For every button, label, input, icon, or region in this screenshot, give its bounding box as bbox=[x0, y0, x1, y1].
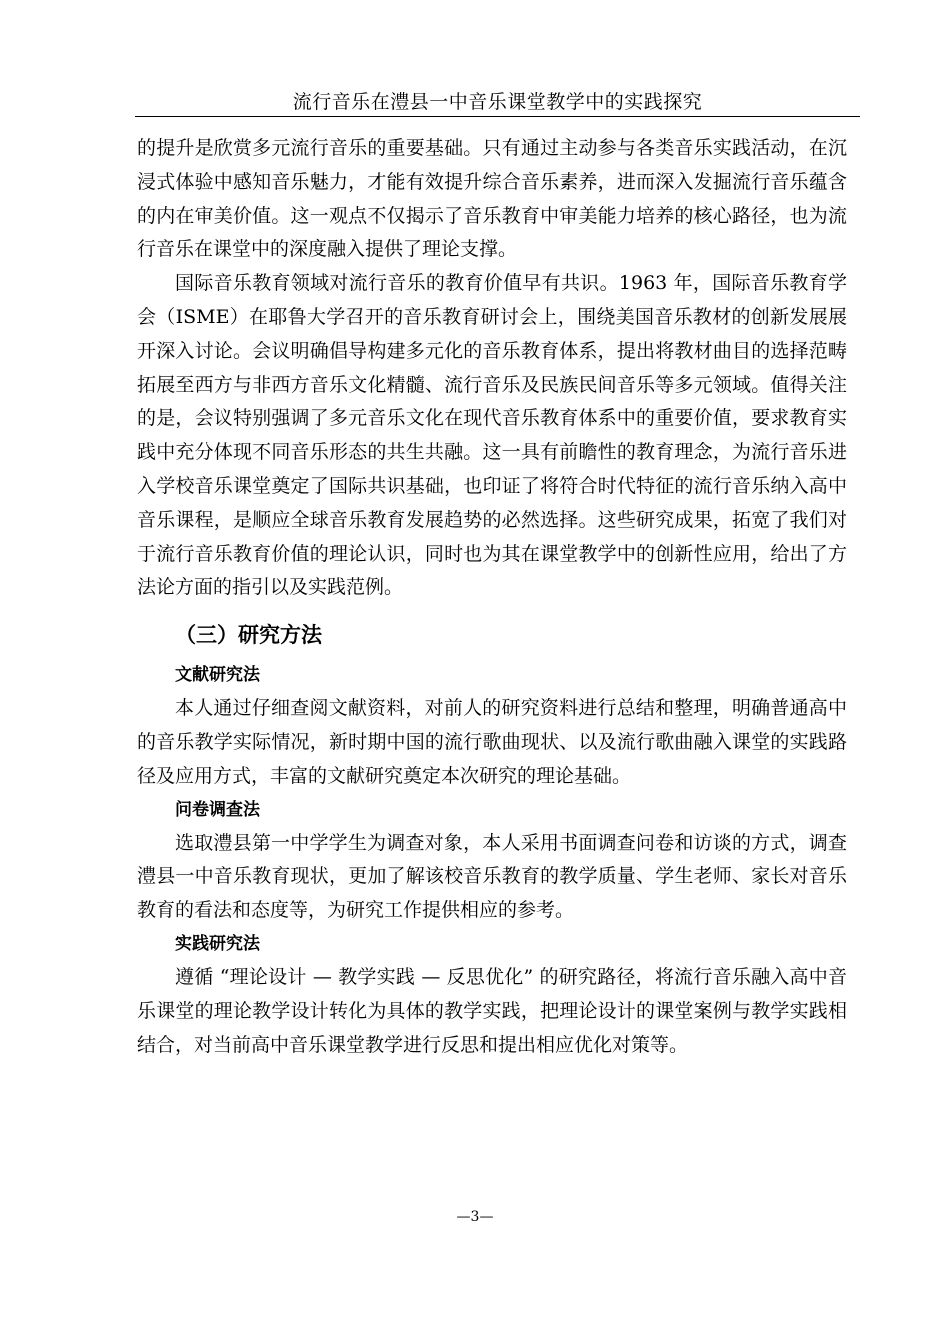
running-header: 流行音乐在澧县一中音乐课堂教学中的实践探究 bbox=[292, 91, 703, 113]
method-text-practice: 遵循 “理论设计 — 教学实践 — 反思优化” 的研究路径，将流行音乐融入高中音乐课堂的理论教学设计转化为具体的教学实践，把理论设计的课堂案例与教学实践相结合，对当前高中音乐课堂教学进行反思和提出相应优化对策等。 bbox=[137, 965, 847, 1056]
method-text-survey: 选取澧县第一中学学生为调查对象，本人采用书面调查问卷和访谈的方式，调查澧县一中音乐教育现状，更加了解该校音乐教育的教学质量、学生老师、家长对音乐教育的看法和态度等，为研究工作提供相应的参考。 bbox=[137, 831, 847, 922]
method-heading-survey: 问卷调查法 bbox=[175, 799, 260, 820]
body-paragraph-2: 国际音乐教育领域对流行音乐的教育价值早有共识。1963 年，国际音乐教育学会（ISME）在耶鲁大学召开的音乐教育研讨会上，围绕美国音乐教材的创新发展展开深入讨论。会议明确倡导构建多元化的音乐教育体系，提出将教材曲目的选择范畴拓展至西方与非西方音乐文化精髓、流行音乐及民族民间音乐等多元领域。值得关注的是，会议特别强调了多元音乐文化在现代音乐教育体系中的重要价值，要求教育实践中充分体现不同音乐形态的共生共融。这一具有前瞻性的教育理念，为流行音乐进入学校音乐课堂奠定了国际共识基础，也印证了将符合时代特征的流行音乐纳入高中音乐课程，是顺应全球音乐教育发展趋势的必然选择。这些研究成果，拓宽了我们对于流行音乐教育价值的理论认识，同时也为其在课堂教学中的创新性应用，给出了方法论方面的指引以及实践范例。 bbox=[137, 272, 847, 599]
method-heading-practice: 实践研究法 bbox=[175, 933, 260, 954]
page-body bbox=[137, 132, 847, 1062]
method-text-literature: 本人通过仔细查阅文献资料，对前人的研究资料进行总结和整理，明确普通高中的音乐教学实际情况，新时期中国的流行歌曲现状、以及流行歌曲融入课堂的实践路径及应用方式，丰富的文献研究奠定本次研究的理论基础。 bbox=[137, 697, 847, 787]
method-heading-literature: 文献研究法 bbox=[175, 665, 260, 686]
body-paragraph-1: 的提升是欣赏多元流行音乐的重要基础。只有通过主动参与各类音乐实践活动，在沉浸式体验中感知音乐魅力，才能有效提升综合音乐素养，进而深入发掘流行音乐蕴含的内在审美价值。这一观点不仅揭示了音乐教育中审美能力培养的核心路径，也为流行音乐在课堂中的深度融入提供了理论支撑。 bbox=[137, 137, 847, 261]
section-heading-research-methods: （三）研究方法 bbox=[175, 623, 322, 648]
header-rule bbox=[135, 116, 860, 117]
page-number: —3— bbox=[456, 1209, 494, 1225]
